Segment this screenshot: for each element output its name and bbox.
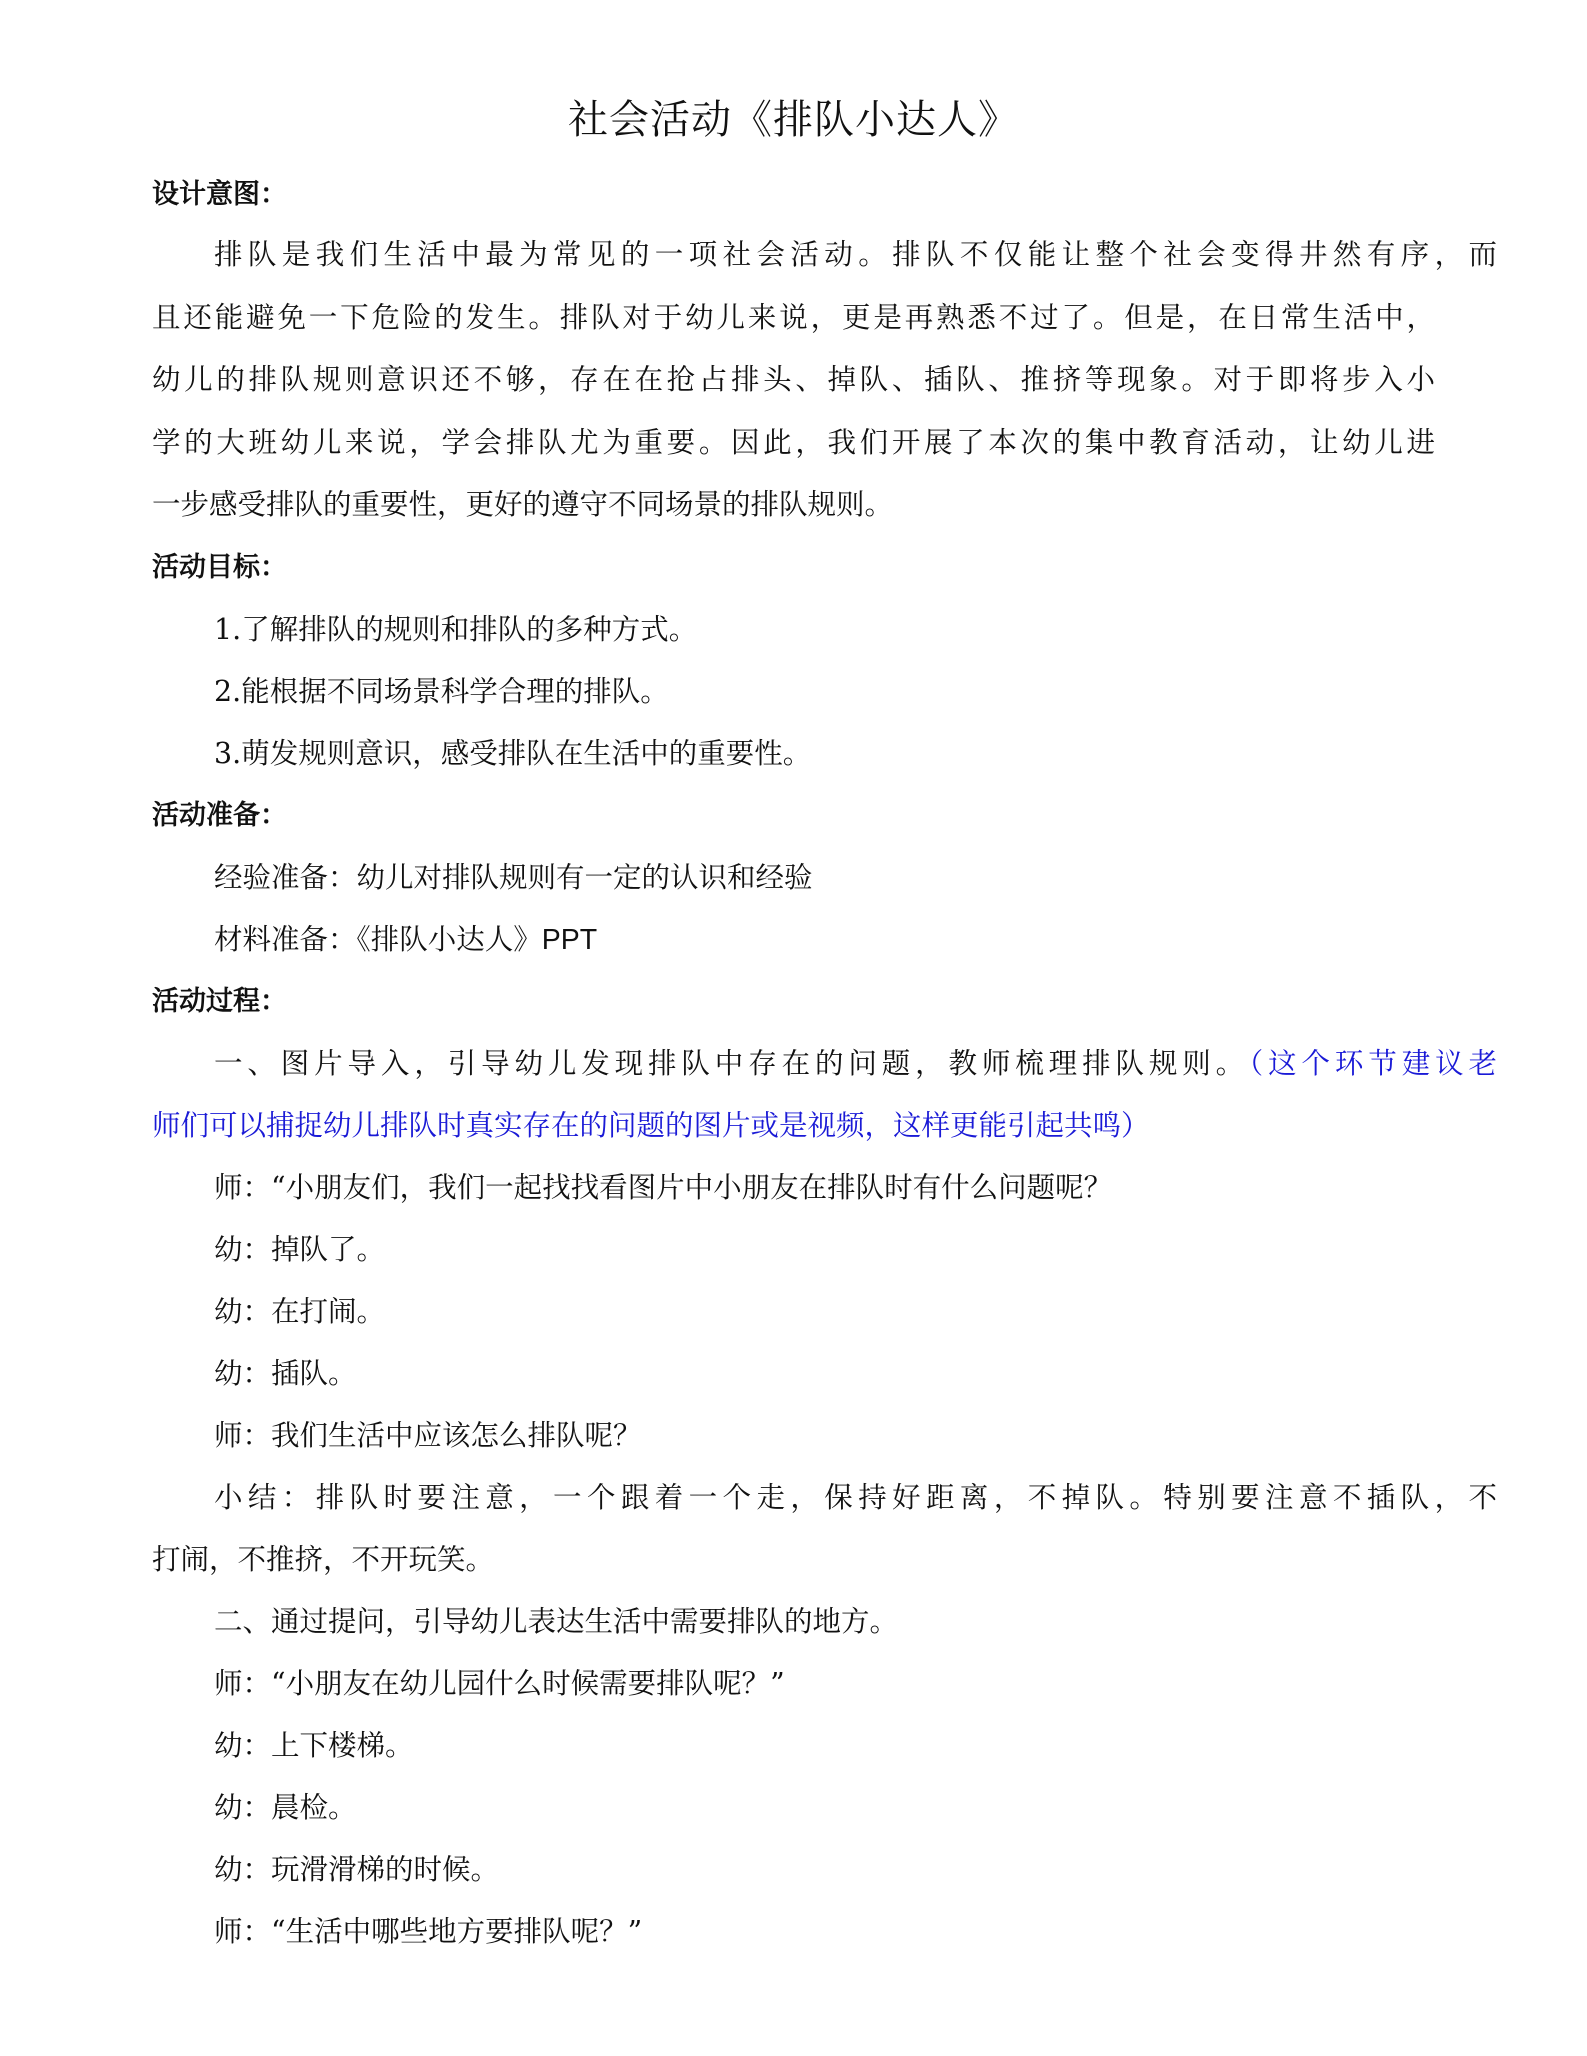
step1-main: 一、图片导入，引导幼儿发现排队中存在的问题，教师梳理排队规则。 xyxy=(214,1047,1250,1080)
goal-item: 1.了解排队的规则和排队的多种方式。 xyxy=(214,613,698,646)
paragraph-line: 幼儿的排队规则意识还不够，存在在抢占排头、掉队、插队、推挤等现象。对于即将步入小 xyxy=(152,363,1435,396)
preparation-experience: 经验准备：幼儿对排队规则有一定的认识和经验 xyxy=(214,861,813,894)
goal-item: 2.能根据不同场景科学合理的排队。 xyxy=(214,675,669,708)
paragraph-line: 一步感受排队的重要性，更好的遵守不同场景的排队规则。 xyxy=(152,488,894,521)
heading-design-intent: 设计意图： xyxy=(152,179,287,210)
dialogue-line: 幼：掉队了。 xyxy=(214,1233,386,1266)
dialogue-line: 幼：玩滑滑梯的时候。 xyxy=(214,1853,500,1886)
dialogue-line: 幼：晨检。 xyxy=(214,1791,357,1824)
step1-note-line: 师们可以捕捉幼儿排队时真实存在的问题的图片或是视频，这样更能引起共鸣） xyxy=(152,1109,1150,1142)
paragraph-line: 排队是我们生活中最为常见的一项社会活动。排队不仅能让整个社会变得井然有序，而 xyxy=(214,238,1497,271)
summary-line: 打闹，不推挤，不开玩笑。 xyxy=(152,1543,495,1576)
material-prefix: 材料准备：《排队小达人》 xyxy=(214,923,542,956)
paragraph-line: 且还能避免一下危险的发生。排队对于幼儿来说，更是再熟悉不过了。但是，在日常生活中， xyxy=(152,301,1435,334)
step1-note: （这个环节建议老 xyxy=(1249,1047,1497,1080)
document-title: 社会活动《排队小达人》 xyxy=(568,97,1019,143)
dialogue-line: 师：“小朋友们，我们一起找找看图片中小朋友在排队时有什么问题呢？ xyxy=(214,1171,1113,1204)
dialogue-line: 师：“小朋友在幼儿园什么时候需要排队呢？” xyxy=(214,1667,785,1700)
step2-line: 二、通过提问，引导幼儿表达生活中需要排队的地方。 xyxy=(214,1605,899,1638)
dialogue-line: 幼：在打闹。 xyxy=(214,1295,386,1328)
dialogue-line: 师：我们生活中应该怎么排队呢？ xyxy=(214,1419,642,1452)
preparation-material xyxy=(152,920,1497,960)
paragraph-line: 学的大班幼儿来说，学会排队尤为重要。因此，我们开展了本次的集中教育活动，让幼儿进 xyxy=(152,426,1435,459)
dialogue-line: 师：“生活中哪些地方要排队呢？” xyxy=(214,1915,643,1948)
heading-preparation: 活动准备： xyxy=(152,800,287,831)
summary-line: 小结：排队时要注意，一个跟着一个走，保持好距离，不掉队。特别要注意不插队，不 xyxy=(214,1481,1497,1514)
material-suffix: PPT xyxy=(541,924,598,956)
dialogue-line: 幼：上下楼梯。 xyxy=(214,1729,414,1762)
goal-item: 3.萌发规则意识，感受排队在生活中的重要性。 xyxy=(214,737,812,770)
heading-goals: 活动目标： xyxy=(152,552,287,583)
dialogue-line: 幼：插队。 xyxy=(214,1357,357,1390)
heading-process: 活动过程： xyxy=(152,986,287,1017)
step1-line xyxy=(152,1044,1497,1084)
